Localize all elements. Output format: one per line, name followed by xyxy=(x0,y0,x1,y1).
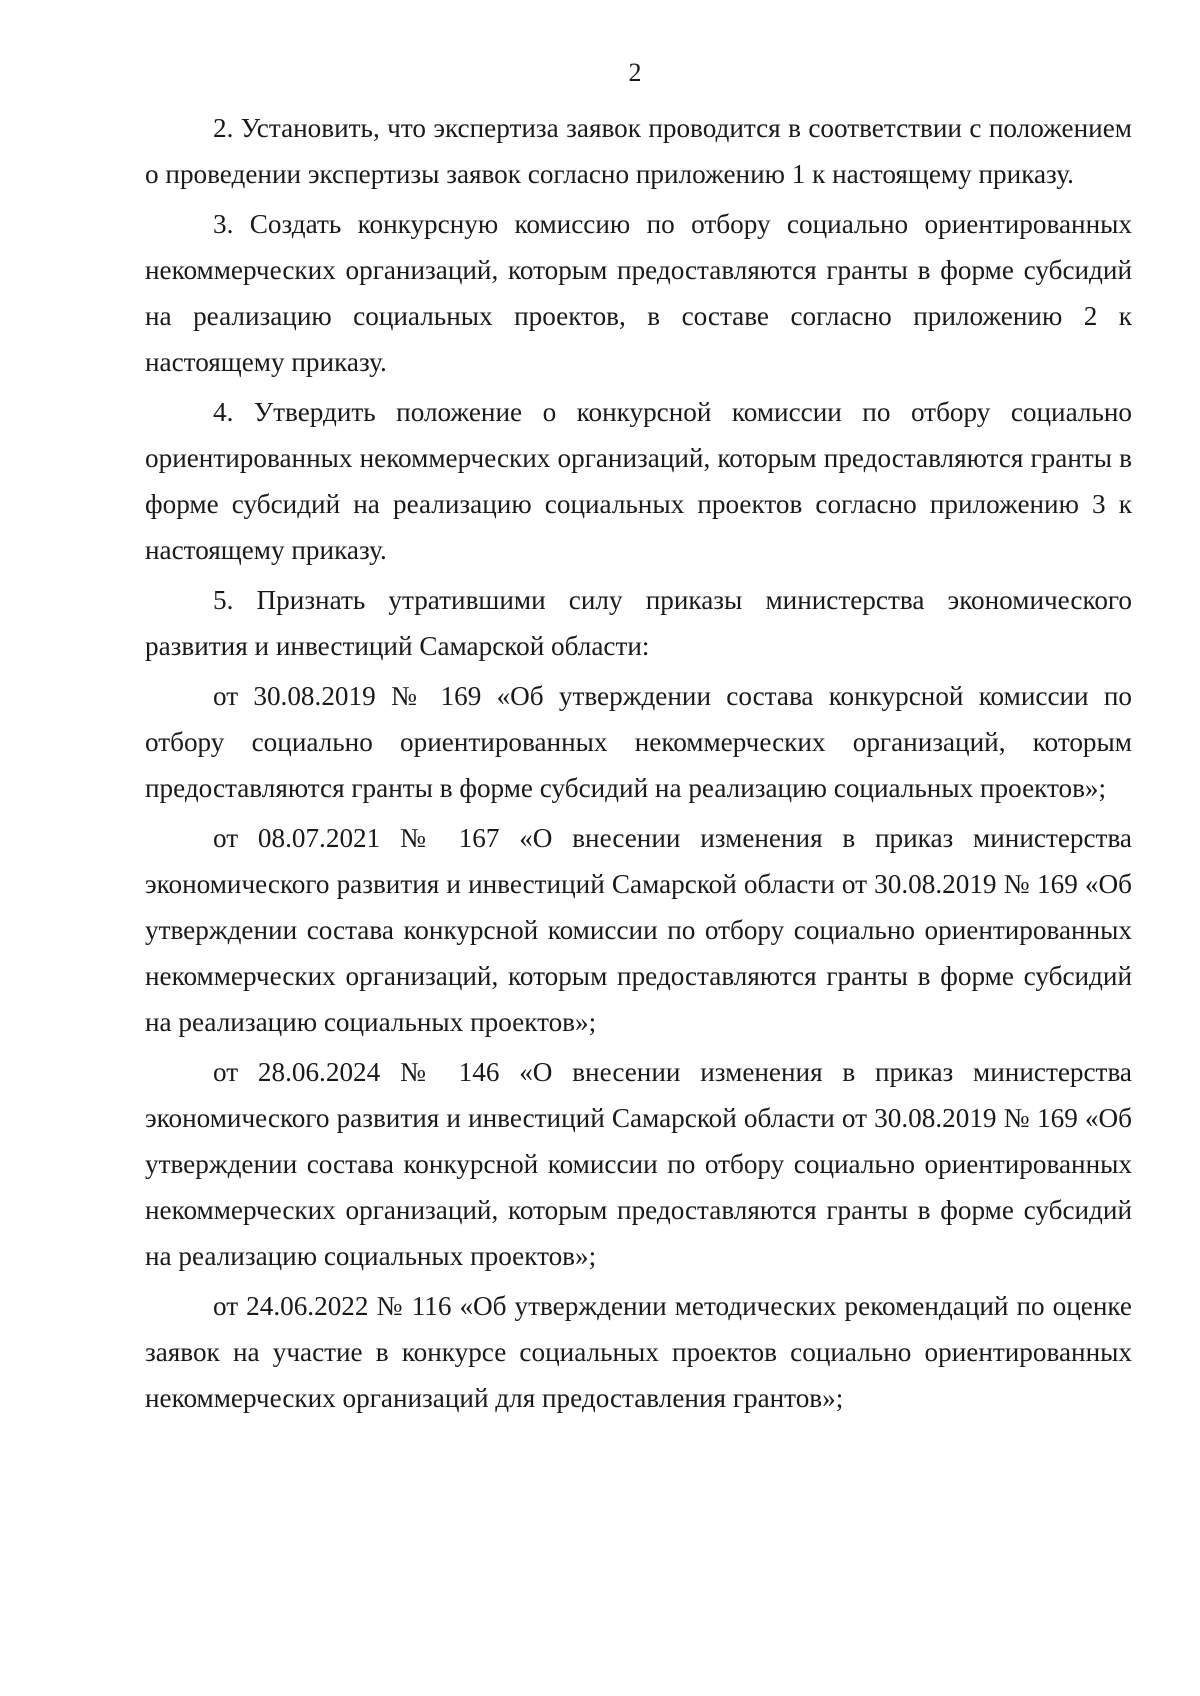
revoked-order-2021-167: от 08.07.2021 № 167 «О внесении изменения в приказ министерства экономического развития и инвестиций Самарской области от 30.08.2019 № 169 «Об утверждении состава конкурсной комиссии по отбору социально ориентированных некоммерческих организаций, которым предоставляются гранты в форме субсидий на реализацию социальных проектов»; xyxy=(145,823,1132,1037)
revoked-order-2022-116: от 24.06.2022 № 116 «Об утверждении методических рекомендаций по оценке заявок на участие в конкурсе социальных проектов социально ориентированных некоммерческих организаций для предоставления грантов»; xyxy=(145,1291,1132,1413)
page-number: 2 xyxy=(628,58,642,87)
paragraph-item-2: 2. Установить, что экспертиза заявок проводится в соответствии с положением о проведении экспертизы заявок согласно приложению 1 к настоящему приказу. xyxy=(145,113,1132,189)
paragraph-item-3: 3. Создать конкурсную комиссию по отбору социально ориентированных некоммерческих организаций, которым предоставляются гранты в форме субсидий на реализацию социальных проектов, в составе согласно приложению 2 к настоящему приказу. xyxy=(145,209,1132,377)
paragraph-item-5: 5. Признать утратившими силу приказы министерства экономического развития и инвестиций Самарской области: xyxy=(145,585,1132,661)
paragraph-item-4: 4. Утвердить положение о конкурсной комиссии по отбору социально ориентированных некоммерческих организаций, которым предоставляются гранты в форме субсидий на реализацию социальных проектов согласно приложению 3 к настоящему приказу. xyxy=(145,397,1132,565)
document-body xyxy=(145,105,1132,1425)
revoked-order-2019-169: от 30.08.2019 № 169 «Об утверждении состава конкурсной комиссии по отбору социально ориентированных некоммерческих организаций, которым предоставляются гранты в форме субсидий на реализацию социальных проектов»; xyxy=(145,681,1132,803)
revoked-order-2024-146: от 28.06.2024 № 146 «О внесении изменения в приказ министерства экономического развития и инвестиций Самарской области от 30.08.2019 № 169 «Об утверждении состава конкурсной комиссии по отбору социально ориентированных некоммерческих организаций, которым предоставляются гранты в форме субсидий на реализацию социальных проектов»; xyxy=(145,1057,1132,1271)
